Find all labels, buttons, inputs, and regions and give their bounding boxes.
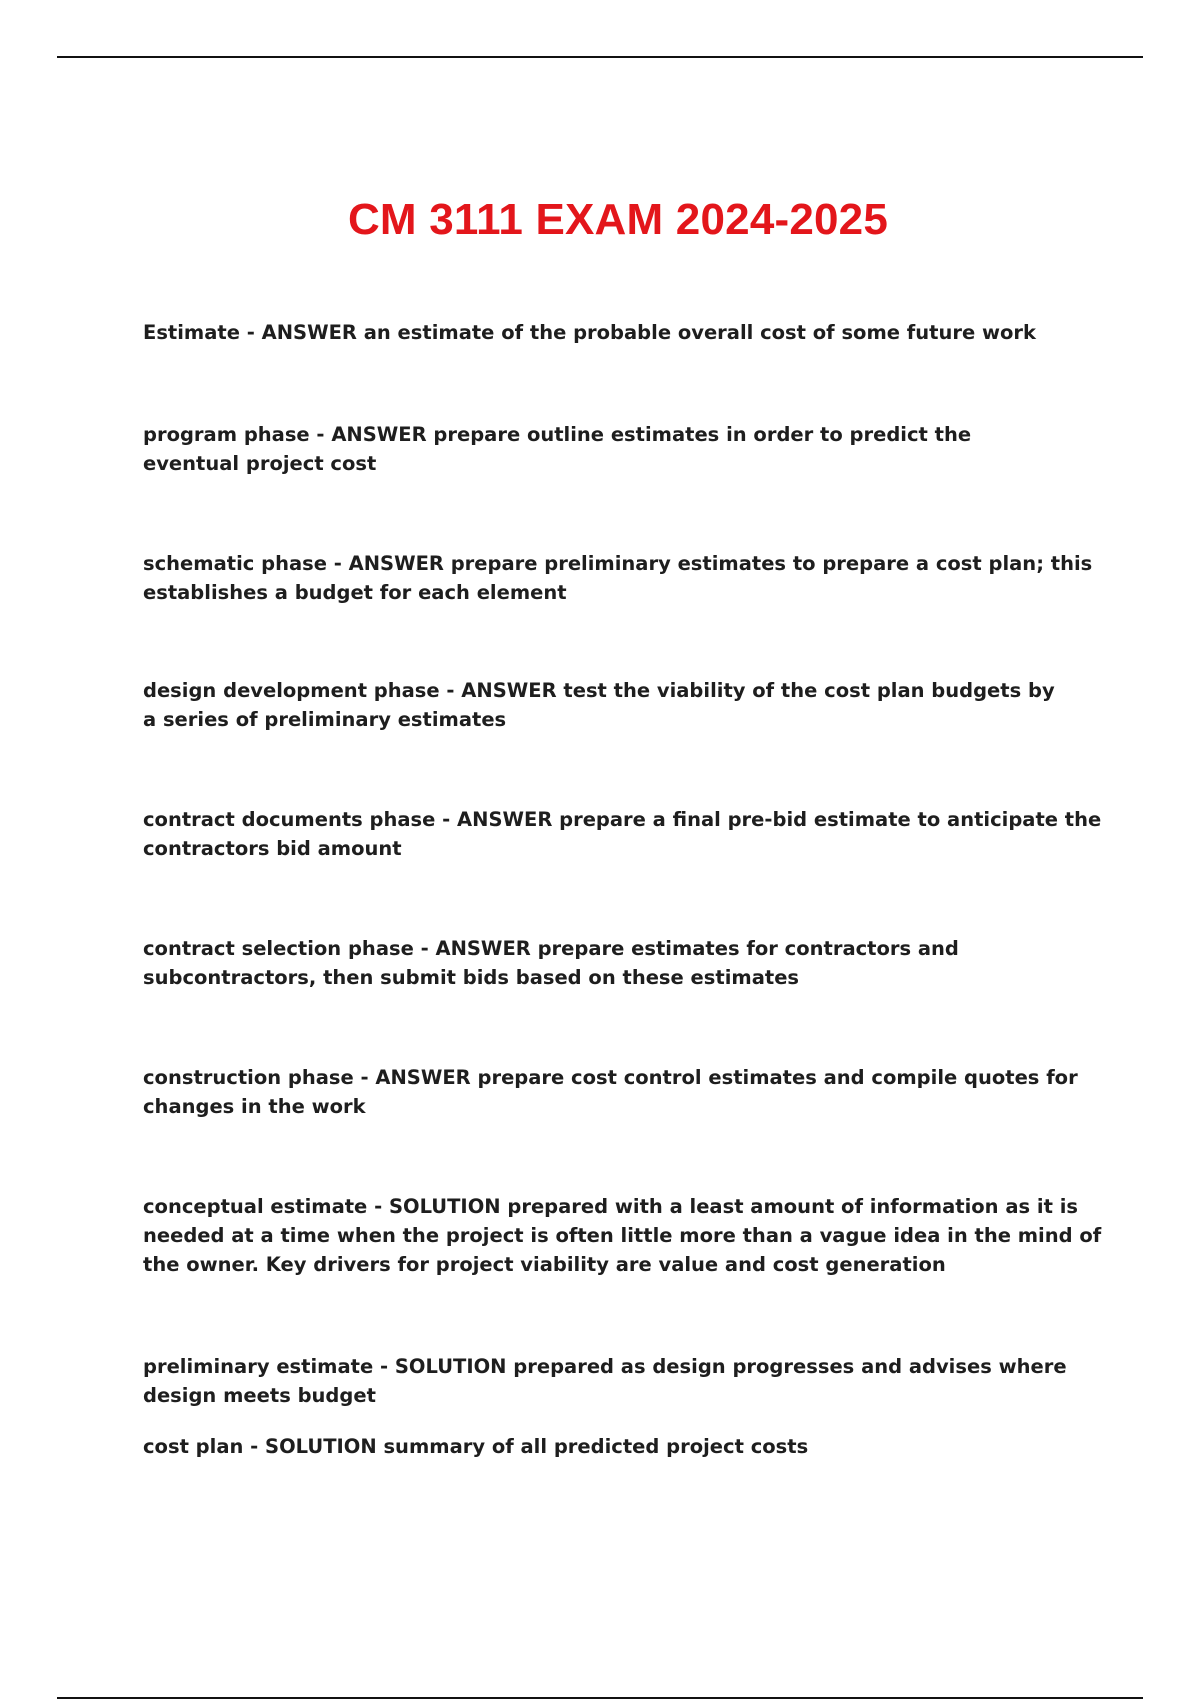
qa-entry-contract-selection-phase: contract selection phase - ANSWER prepare estimates for contractors and subcontractors, then submit bids based on these estimates [143,937,959,989]
qa-entry-preliminary-estimate: preliminary estimate - SOLUTION prepared as design progresses and advises where design meets budget [143,1355,1067,1407]
top-rule [57,56,1143,58]
qa-entry-conceptual-estimate: conceptual estimate - SOLUTION prepared with a least amount of information as it is needed at a time when the project is often little more than a vague idea in the mind of the owner. Key drivers for project viability are value and cost generation [143,1195,1102,1276]
qa-entry-cost-plan: cost plan - SOLUTION summary of all predicted project costs [143,1435,809,1458]
qa-entry-estimate: Estimate - ANSWER an estimate of the probable overall cost of some future work [143,321,1036,344]
bottom-rule [57,1697,1143,1699]
qa-entry-schematic-phase: schematic phase - ANSWER prepare preliminary estimates to prepare a cost plan; this establishes a budget for each element [143,552,1093,604]
document-title: CM 3111 EXAM 2024-2025 [347,195,889,244]
qa-entry-design-development-phase: design development phase - ANSWER test the viability of the cost plan budgets by a series of preliminary estimates [143,679,1055,731]
qa-entry-program-phase: program phase - ANSWER prepare outline estimates in order to predict the eventual project cost [143,423,972,475]
qa-entry-contract-documents-phase: contract documents phase - ANSWER prepare a final pre-bid estimate to anticipate the contractors bid amount [143,808,1102,860]
qa-entry-construction-phase: construction phase - ANSWER prepare cost control estimates and compile quotes for changes in the work [143,1066,1078,1118]
